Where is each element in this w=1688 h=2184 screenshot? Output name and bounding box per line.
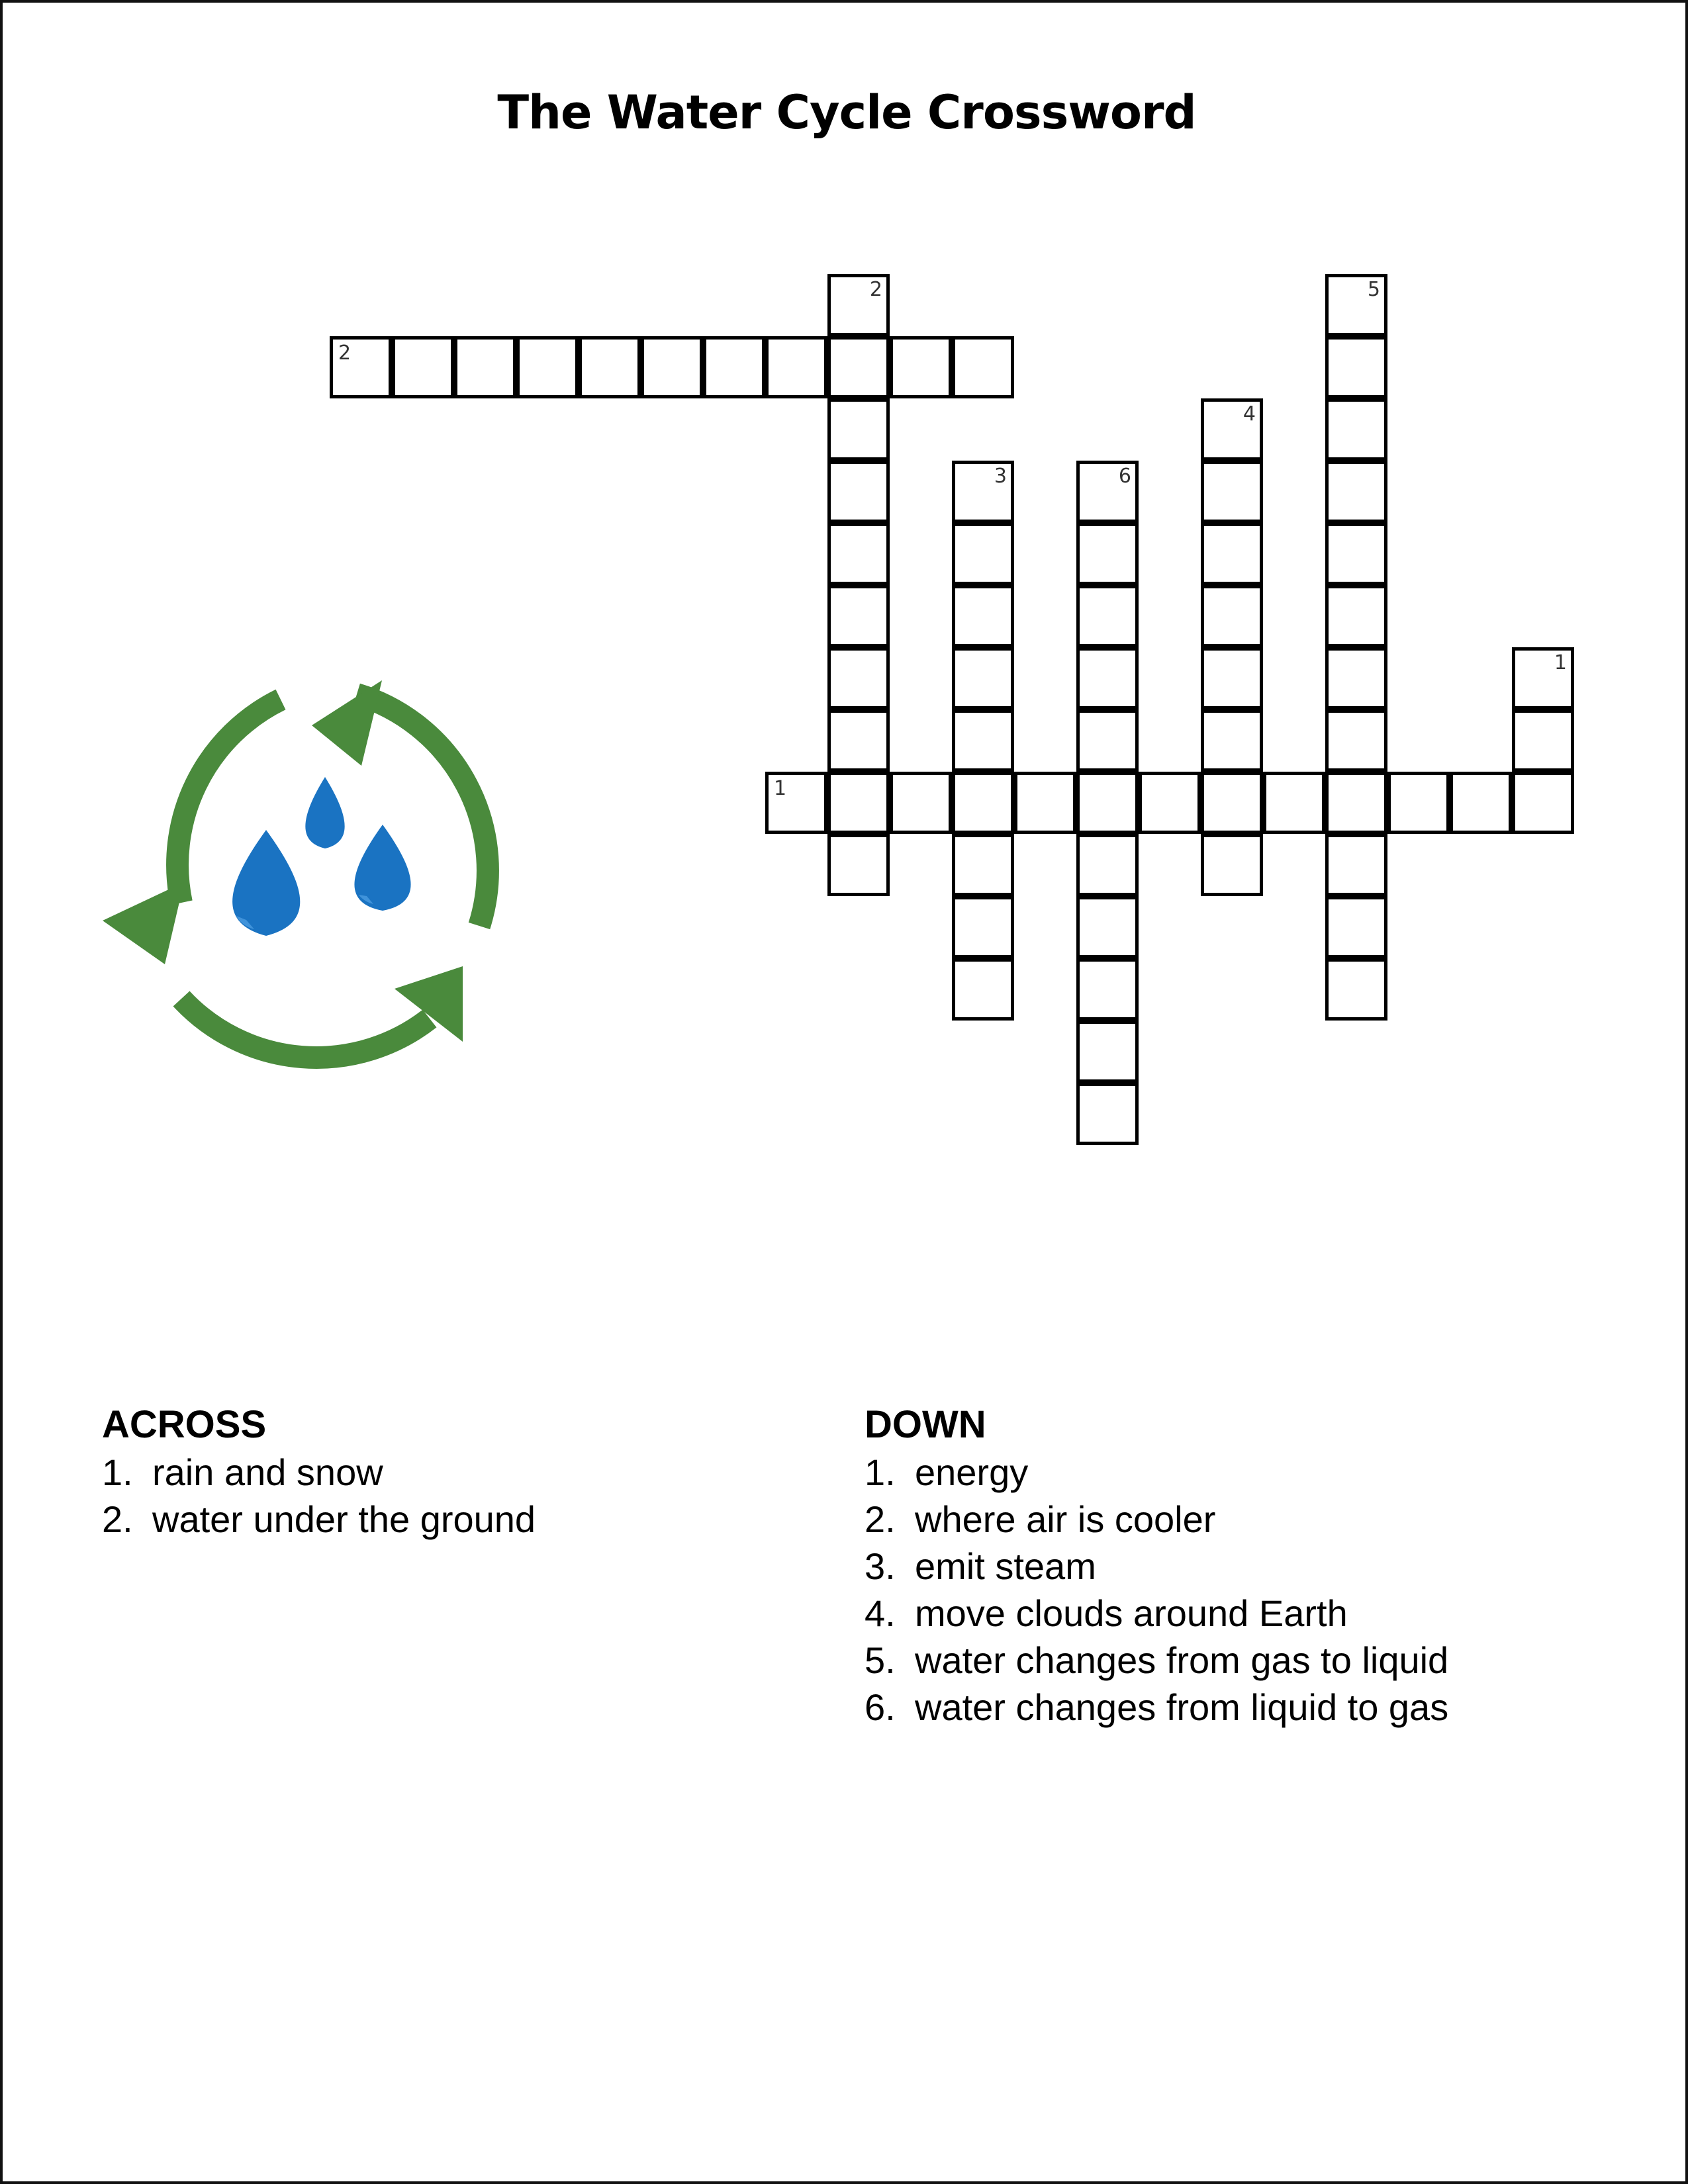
crossword-cell[interactable] [703, 336, 765, 398]
crossword-cell[interactable] [330, 336, 392, 398]
crossword-cell[interactable] [1076, 709, 1139, 772]
crossword-cell[interactable] [952, 896, 1014, 958]
crossword-cell[interactable] [1076, 772, 1139, 834]
clue-down-6: 6. water changes from liquid to gas [865, 1686, 1449, 1728]
cycle-arrow-bottom [181, 999, 430, 1058]
crossword-cell[interactable] [1201, 772, 1263, 834]
crossword-cell[interactable] [1201, 647, 1263, 709]
crossword-cell[interactable] [1076, 523, 1139, 585]
crossword-cell[interactable] [1201, 834, 1263, 896]
crossword-cell[interactable] [1325, 647, 1387, 709]
crossword-cell[interactable] [1325, 461, 1387, 523]
crossword-cell[interactable] [1512, 709, 1574, 772]
clue-number-down-1: 1 [1554, 651, 1567, 674]
crossword-cell[interactable] [1325, 523, 1387, 585]
crossword-cell[interactable] [827, 709, 890, 772]
crossword-cell[interactable] [952, 958, 1014, 1021]
crossword-cell[interactable] [765, 336, 827, 398]
crossword-cell[interactable] [827, 398, 890, 461]
crossword-cell[interactable] [827, 834, 890, 896]
crossword-cell[interactable] [1201, 709, 1263, 772]
crossword-cell[interactable] [890, 772, 952, 834]
crossword-cell[interactable] [827, 274, 890, 336]
clue-number-across-2: 2 [338, 341, 352, 365]
clue-down-2: 2. where air is cooler [865, 1498, 1216, 1540]
crossword-cell[interactable] [827, 523, 890, 585]
down-heading: DOWN [865, 1403, 986, 1446]
crossword-cell[interactable] [454, 336, 516, 398]
crossword-cell[interactable] [1325, 834, 1387, 896]
water-drops-icon [232, 777, 410, 936]
across-heading: ACROSS [102, 1403, 267, 1446]
crossword-cell[interactable] [1325, 772, 1387, 834]
crossword-cell[interactable] [1325, 336, 1387, 398]
crossword-cell[interactable] [1450, 772, 1512, 834]
clue-down-3: 3. emit steam [865, 1545, 1096, 1587]
crossword-cell[interactable] [1076, 834, 1139, 896]
crossword-cell[interactable] [1076, 896, 1139, 958]
crossword-cell[interactable] [1325, 709, 1387, 772]
crossword-cell[interactable] [1325, 398, 1387, 461]
crossword-cell[interactable] [952, 461, 1014, 523]
crossword-cell[interactable] [827, 585, 890, 647]
crossword-cell[interactable] [890, 336, 952, 398]
crossword-cell[interactable] [1201, 523, 1263, 585]
crossword-cell[interactable] [952, 772, 1014, 834]
crossword-cell[interactable] [952, 585, 1014, 647]
crossword-grid [3, 3, 1688, 1326]
down-clues [865, 1402, 1626, 1733]
crossword-cell[interactable] [952, 834, 1014, 896]
crossword-cell[interactable] [827, 772, 890, 834]
crossword-cell[interactable] [1387, 772, 1450, 834]
crossword-cell[interactable] [1014, 772, 1076, 834]
crossword-cell[interactable] [1201, 461, 1263, 523]
crossword-cell[interactable] [1263, 772, 1325, 834]
crossword-cell[interactable] [827, 647, 890, 709]
clue-across-1: 1. rain and snow [102, 1451, 383, 1493]
clue-number-across-1: 1 [774, 777, 787, 800]
crossword-cell[interactable] [579, 336, 641, 398]
crossword-cell[interactable] [1325, 958, 1387, 1021]
crossword-cell[interactable] [952, 647, 1014, 709]
clue-across-2: 2. water under the ground [102, 1498, 536, 1540]
across-clues [102, 1402, 797, 1545]
crossword-cell[interactable] [1325, 585, 1387, 647]
crossword-cell[interactable] [1201, 585, 1263, 647]
clue-down-4: 4. move clouds around Earth [865, 1592, 1348, 1634]
clue-number-down-6: 6 [1118, 465, 1131, 488]
crossword-cell[interactable] [952, 709, 1014, 772]
page-title: The Water Cycle Crossword [497, 85, 1196, 140]
clue-down-1: 1. energy [865, 1451, 1029, 1493]
crossword-cell[interactable] [765, 772, 827, 834]
clue-down-5: 5. water changes from gas to liquid [865, 1639, 1449, 1681]
arrow-head-top [312, 680, 382, 766]
crossword-cell[interactable] [516, 336, 579, 398]
crossword-cell[interactable] [952, 523, 1014, 585]
crossword-cell[interactable] [1325, 274, 1387, 336]
crossword-cell[interactable] [1076, 461, 1139, 523]
clue-number-down-4: 4 [1243, 402, 1256, 426]
crossword-cell[interactable] [827, 461, 890, 523]
clue-number-down-3: 3 [994, 465, 1007, 488]
water-cycle-icon [95, 671, 519, 1081]
crossword-cell[interactable] [1139, 772, 1201, 834]
clue-number-down-2: 2 [869, 278, 882, 301]
crossword-cell[interactable] [1076, 647, 1139, 709]
crossword-cell[interactable] [1512, 772, 1574, 834]
crossword-cell[interactable] [1512, 647, 1574, 709]
crossword-cell[interactable] [1076, 585, 1139, 647]
crossword-cell[interactable] [952, 336, 1014, 398]
crossword-cell[interactable] [1076, 1083, 1139, 1145]
arrow-head-left [103, 882, 184, 964]
crossword-cell[interactable] [827, 336, 890, 398]
crossword-cell[interactable] [1076, 958, 1139, 1021]
crossword-cell[interactable] [641, 336, 703, 398]
crossword-cell[interactable] [1076, 1021, 1139, 1083]
clue-number-down-5: 5 [1367, 278, 1380, 301]
crossword-cell[interactable] [1325, 896, 1387, 958]
crossword-cell[interactable] [392, 336, 454, 398]
crossword-cell[interactable] [1201, 398, 1263, 461]
